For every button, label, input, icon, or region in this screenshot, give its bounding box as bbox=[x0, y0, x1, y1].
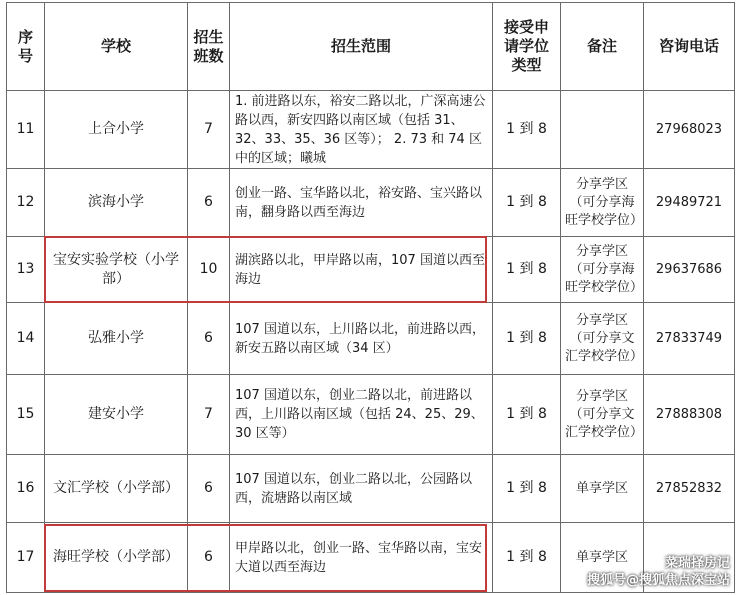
row-classes: 6 bbox=[188, 455, 230, 523]
row-note: 分享学区（可分享文汇学校学位） bbox=[561, 303, 644, 375]
row-grade: 1 到 8 bbox=[493, 91, 561, 169]
watermark-line-2: 搜狐号@搜狐焦点深宝站 bbox=[586, 573, 730, 588]
row-range: 甲岸路以北，创业一路、宝华路以南，宝安大道以西至海边 bbox=[230, 523, 493, 593]
row-classes: 6 bbox=[188, 523, 230, 593]
row-classes: 6 bbox=[188, 303, 230, 375]
row-school: 宝安实验学校（小学部） bbox=[45, 237, 188, 303]
row-range: 107 国道以东，创业二路以北，前进路以西，上川路以南区域（包括 24、25、29、30 区等） bbox=[230, 375, 493, 455]
header-grade: 接受申请学位类型 bbox=[493, 3, 561, 91]
row-note: 分享学区（可分享文汇学校学位） bbox=[561, 375, 644, 455]
table-row bbox=[7, 237, 735, 303]
row-range: 湖滨路以北，甲岸路以南，107 国道以西至海边 bbox=[230, 237, 493, 303]
header-phone: 咨询电话 bbox=[644, 3, 735, 91]
row-classes: 7 bbox=[188, 91, 230, 169]
row-phone: 27968023 bbox=[644, 91, 735, 169]
watermark bbox=[587, 555, 730, 589]
header-note: 备注 bbox=[561, 3, 644, 91]
row-grade: 1 到 8 bbox=[493, 455, 561, 523]
table-row bbox=[7, 303, 735, 375]
row-range: 107 国道以东，创业二路以北，公园路以西，流塘路以南区域 bbox=[230, 455, 493, 523]
header-no: 序号 bbox=[7, 3, 45, 91]
row-note bbox=[561, 91, 644, 169]
row-classes: 10 bbox=[188, 237, 230, 303]
row-no: 12 bbox=[7, 169, 45, 237]
enrollment-table bbox=[6, 2, 735, 593]
row-school: 滨海小学 bbox=[45, 169, 188, 237]
row-range: 创业一路、宝华路以北，裕安路、宝兴路以南，翻身路以西至海边 bbox=[230, 169, 493, 237]
row-grade: 1 到 8 bbox=[493, 303, 561, 375]
row-classes: 7 bbox=[188, 375, 230, 455]
row-phone: 27833749 bbox=[644, 303, 735, 375]
row-note: 单享学区 bbox=[561, 523, 644, 593]
row-grade: 1 到 8 bbox=[493, 523, 561, 593]
table-row bbox=[7, 91, 735, 169]
watermark-line-1: 菜瑞择房记 bbox=[664, 556, 730, 571]
row-no: 16 bbox=[7, 455, 45, 523]
row-phone: 27852832 bbox=[644, 455, 735, 523]
row-school: 海旺学校（小学部） bbox=[45, 523, 188, 593]
row-note: 分享学区（可分享海旺学校学位） bbox=[561, 237, 644, 303]
row-grade: 1 到 8 bbox=[493, 375, 561, 455]
row-classes: 6 bbox=[188, 169, 230, 237]
header-classes: 招生班数 bbox=[188, 3, 230, 91]
row-school: 上合小学 bbox=[45, 91, 188, 169]
table-row bbox=[7, 455, 735, 523]
table-row bbox=[7, 375, 735, 455]
row-grade: 1 到 8 bbox=[493, 169, 561, 237]
row-school: 文汇学校（小学部） bbox=[45, 455, 188, 523]
row-no: 15 bbox=[7, 375, 45, 455]
row-school: 弘雅小学 bbox=[45, 303, 188, 375]
row-range: 107 国道以东，上川路以北，前进路以西，新安五路以南区域（34 区） bbox=[230, 303, 493, 375]
row-note: 单享学区 bbox=[561, 455, 644, 523]
header-range: 招生范围 bbox=[230, 3, 493, 91]
header-row bbox=[7, 3, 735, 91]
row-range: 1. 前进路以东，裕安二路以北，广深高速公路以西，新安四路以南区域（包括 31、32、33、35、36 区等）； 2. 73 和 74 区中的区域；曦城 bbox=[230, 91, 493, 169]
row-grade: 1 到 8 bbox=[493, 237, 561, 303]
row-no: 17 bbox=[7, 523, 45, 593]
row-school: 建安小学 bbox=[45, 375, 188, 455]
table-row bbox=[7, 169, 735, 237]
row-no: 14 bbox=[7, 303, 45, 375]
row-phone: 29637686 bbox=[644, 237, 735, 303]
header-school: 学校 bbox=[45, 3, 188, 91]
row-no: 11 bbox=[7, 91, 45, 169]
row-no: 13 bbox=[7, 237, 45, 303]
row-note: 分享学区（可分享海旺学校学位） bbox=[561, 169, 644, 237]
row-phone: 27888308 bbox=[644, 375, 735, 455]
row-phone: 29489721 bbox=[644, 169, 735, 237]
